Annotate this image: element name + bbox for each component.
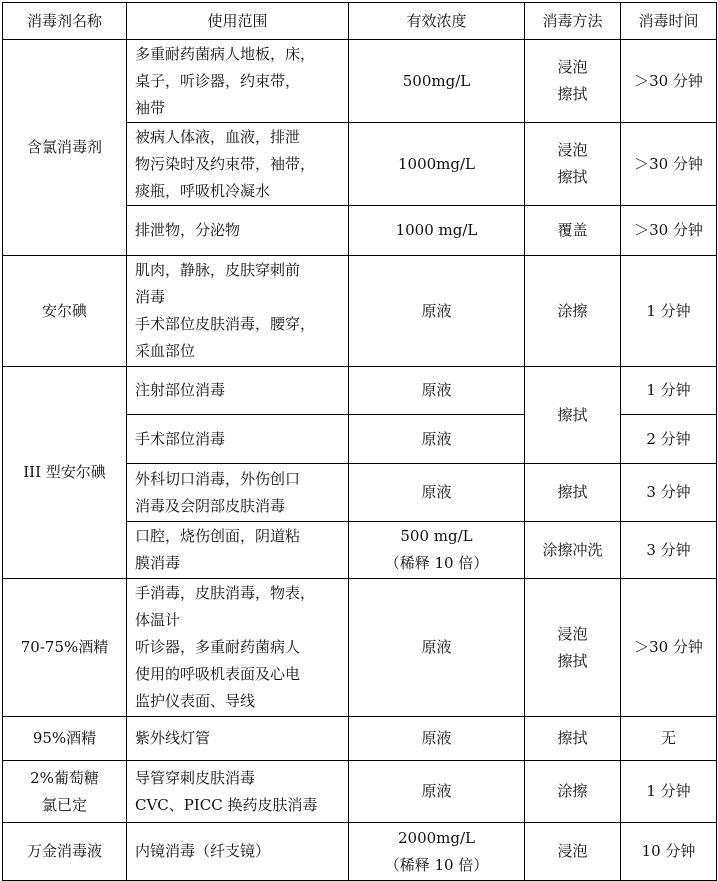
scope-cell: 手消毒，皮肤消毒，物表， 体温计 听诊器，多重耐药菌病人 使用的呼吸机表面及心电 监护仪表面、导线 — [127, 579, 349, 717]
concentration-cell: 原液 — [349, 256, 525, 367]
concentration-cell: 原液 — [349, 717, 525, 761]
method-cell: 浸泡 — [525, 823, 621, 881]
time-cell: 2 分钟 — [621, 415, 717, 464]
scope-cell: 外科切口消毒，外伤创口 消毒及会阴部皮肤消毒 — [127, 464, 349, 522]
scope-cell: 导管穿刺皮肤消毒 CVC、PICC 换药皮肤消毒 — [127, 761, 349, 823]
concentration-cell: 原液 — [349, 367, 525, 415]
method-cell: 覆盖 — [525, 206, 621, 256]
method-cell: 擦拭 — [525, 464, 621, 522]
scope-cell: 手术部位消毒 — [127, 415, 349, 464]
scope-cell: 注射部位消毒 — [127, 367, 349, 415]
table-row — [3, 823, 717, 881]
time-cell: 3 分钟 — [621, 522, 717, 579]
scope-cell: 口腔，烧伤创面，阴道粘 膜消毒 — [127, 522, 349, 579]
time-cell: 10 分钟 — [621, 823, 717, 881]
time-cell: 3 分钟 — [621, 464, 717, 522]
method-cell: 浸泡 擦拭 — [525, 579, 621, 717]
agent-name: III 型安尔碘 — [3, 367, 127, 579]
table-row — [3, 761, 717, 823]
concentration-cell: 原液 — [349, 761, 525, 823]
agent-name: 95%酒精 — [3, 717, 127, 761]
method-cell: 涂擦 — [525, 761, 621, 823]
concentration-cell: 2000mg/L （稀释 10 倍） — [349, 823, 525, 881]
scope-cell: 多重耐药菌病人地板，床， 桌子，听诊器，约束带， 袖带 — [127, 40, 349, 123]
header-time: 消毒时间 — [621, 3, 717, 40]
agent-name: 安尔碘 — [3, 256, 127, 367]
method-cell: 涂擦冲洗 — [525, 522, 621, 579]
disinfectant-table — [2, 2, 717, 881]
concentration-cell: 500mg/L — [349, 40, 525, 123]
header-concentration: 有效浓度 — [349, 3, 525, 40]
agent-name: 70-75%酒精 — [3, 579, 127, 717]
table-row — [3, 367, 717, 415]
header-scope: 使用范围 — [127, 3, 349, 40]
method-cell: 擦拭 — [525, 367, 621, 464]
table-row — [3, 40, 717, 123]
method-cell: 擦拭 — [525, 717, 621, 761]
time-cell: 1 分钟 — [621, 367, 717, 415]
concentration-cell: 原液 — [349, 579, 525, 717]
scope-cell: 内镜消毒（纤支镜） — [127, 823, 349, 881]
table-row — [3, 717, 717, 761]
time-cell: ＞30 分钟 — [621, 579, 717, 717]
agent-name: 2%葡萄糖 氯已定 — [3, 761, 127, 823]
time-cell: 1 分钟 — [621, 256, 717, 367]
concentration-cell: 1000mg/L — [349, 123, 525, 206]
header-method: 消毒方法 — [525, 3, 621, 40]
scope-cell: 被病人体液，血液，排泄 物污染时及约束带，袖带， 痰瓶，呼吸机冷凝水 — [127, 123, 349, 206]
time-cell: ＞30 分钟 — [621, 206, 717, 256]
scope-cell: 肌肉，静脉，皮肤穿刺前 消毒 手术部位皮肤消毒，腰穿， 采血部位 — [127, 256, 349, 367]
time-cell: ＞30 分钟 — [621, 123, 717, 206]
method-cell: 涂擦 — [525, 256, 621, 367]
time-cell: ＞30 分钟 — [621, 40, 717, 123]
concentration-cell: 1000 mg/L — [349, 206, 525, 256]
table-row — [3, 256, 717, 367]
time-cell: 无 — [621, 717, 717, 761]
scope-cell: 排泄物，分泌物 — [127, 206, 349, 256]
concentration-cell: 500 mg/L （稀释 10 倍） — [349, 522, 525, 579]
agent-name: 含氯消毒剂 — [3, 40, 127, 256]
method-cell: 浸泡 擦拭 — [525, 40, 621, 123]
header-row — [3, 3, 717, 40]
agent-name: 万金消毒液 — [3, 823, 127, 881]
concentration-cell: 原液 — [349, 464, 525, 522]
method-cell: 浸泡 擦拭 — [525, 123, 621, 206]
header-name: 消毒剂名称 — [3, 3, 127, 40]
time-cell: 1 分钟 — [621, 761, 717, 823]
scope-cell: 紫外线灯管 — [127, 717, 349, 761]
concentration-cell: 原液 — [349, 415, 525, 464]
table-row — [3, 579, 717, 717]
